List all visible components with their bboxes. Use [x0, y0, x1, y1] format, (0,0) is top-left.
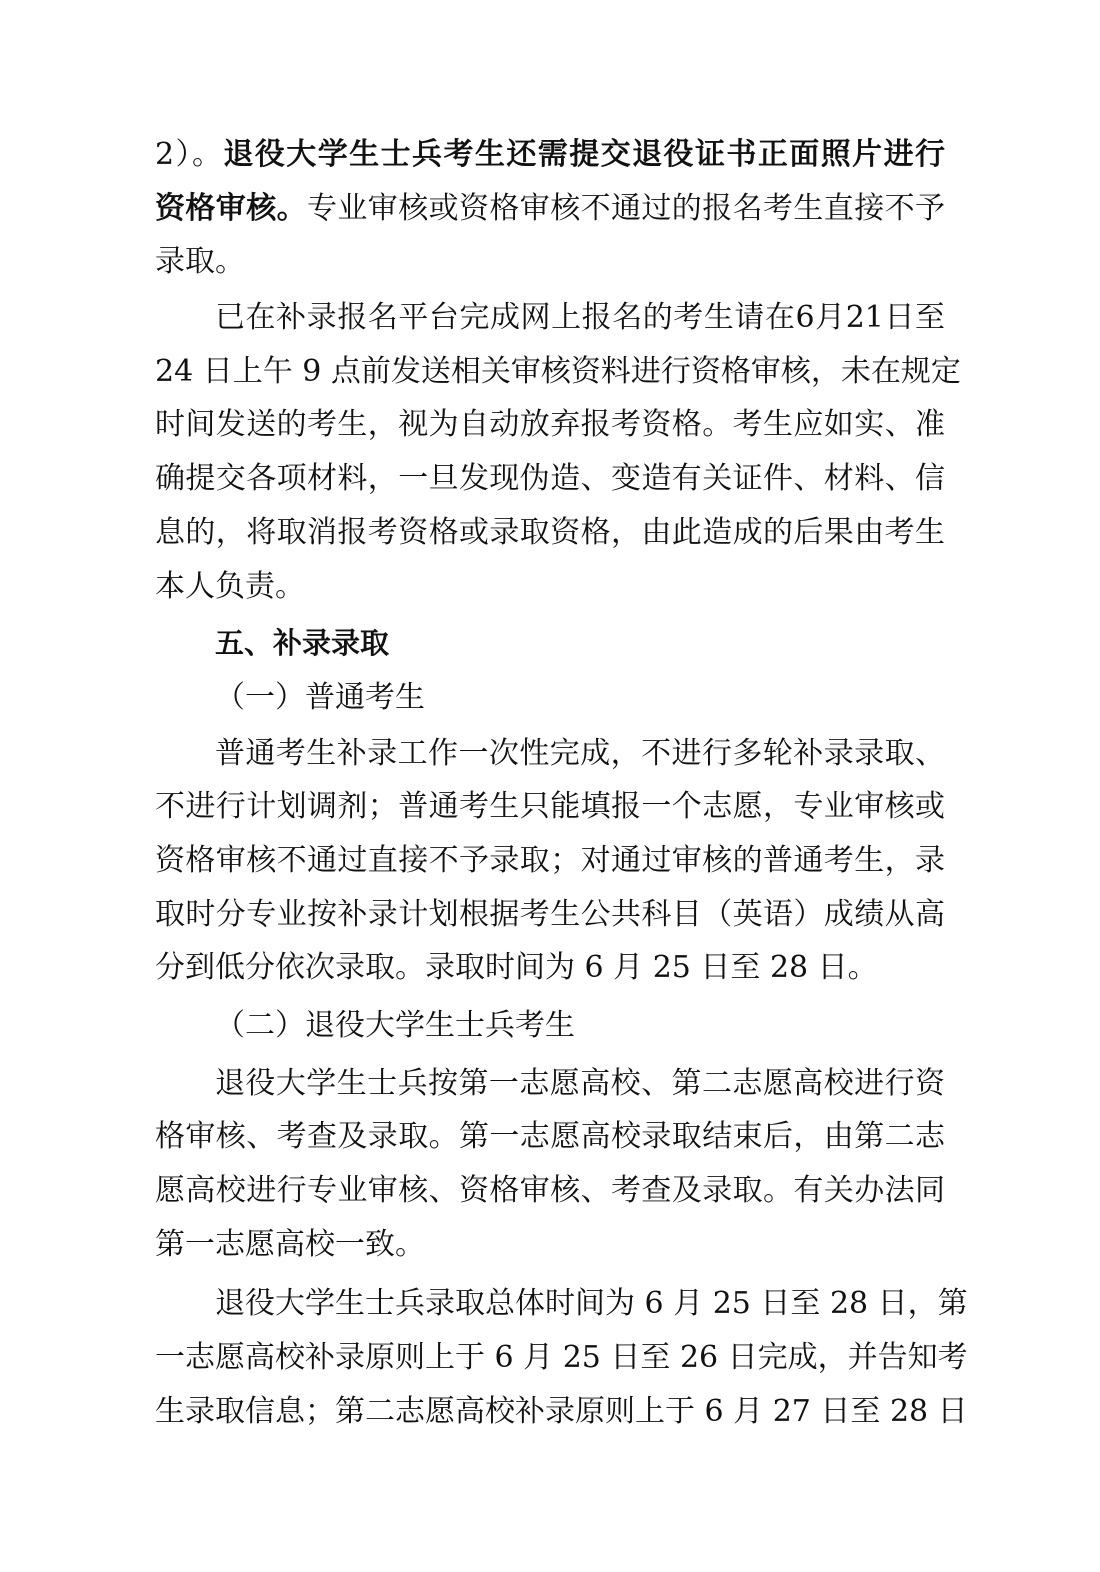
paragraph-2-line-1: 已在补录报名平台完成网上报名的考生请在6月21日至 — [215, 300, 945, 336]
paragraph-4-line-4: 第一志愿高校一致。 — [155, 1226, 425, 1262]
paragraph-5-line-1: 退役大学生士兵录取总体时间为 6 月 25 日至 28 日，第 — [215, 1286, 968, 1322]
paragraph-2-line-6: 本人负责。 — [155, 568, 305, 604]
paragraph-4-line-1: 退役大学生士兵按第一志愿高校、第二志愿高校进行资 — [215, 1065, 945, 1101]
paragraph-1-line-1 — [155, 128, 945, 182]
paragraph-1-bold-text: 退役大学生士兵考生还需提交退役证书正面照片进行 — [223, 137, 946, 172]
section-heading-5: 五、补录录取 — [215, 626, 390, 661]
paragraph-5-line-3: 生录取信息；第二志愿高校补录原则上于 6 月 27 日至 28 日 — [155, 1393, 968, 1429]
document-page — [155, 128, 968, 1439]
subsection-heading-2: （二）退役大学生士兵考生 — [215, 1008, 575, 1043]
paragraph-1-bold-text-2: 资格审核。 — [155, 190, 307, 226]
paragraph-4-line-3: 愿高校进行专业审核、资格审核、考查及录取。有关办法同 — [155, 1173, 945, 1209]
paragraph-2-line-5: 息的，将取消报考资格或录取资格，由此造成的后果由考生 — [155, 514, 945, 550]
paragraph-3-line-3: 资格审核不通过直接不予录取；对通过审核的普通考生，录 — [155, 842, 945, 878]
subsection-heading-1: （一）普通考生 — [215, 679, 425, 715]
paragraph-3-line-1: 普通考生补录工作一次性完成，不进行多轮补录录取、 — [215, 735, 945, 771]
paragraph-1-line-2 — [155, 182, 945, 236]
paragraph-1-text-2: 专业审核或资格审核不通过的报名考生直接不予 — [307, 190, 945, 226]
paragraph-5-line-2: 一志愿高校补录原则上于 6 月 25 日至 26 日完成，并告知考 — [155, 1340, 968, 1376]
paragraph-1-line-3: 录取。 — [155, 244, 245, 280]
paragraph-3-line-4: 取时分专业按补录计划根据考生公共科目（英语）成绩从高 — [155, 896, 945, 932]
paragraph-2-line-2: 24 日上午 9 点前发送相关审核资料进行资格审核，未在规定 — [155, 353, 961, 389]
paragraph-4-line-2: 格审核、考查及录取。第一志愿高校录取结束后，由第二志 — [155, 1119, 945, 1155]
paragraph-2-line-4: 确提交各项材料，一旦发现伪造、变造有关证件、材料、信 — [155, 461, 945, 497]
paragraph-1-prefix: 2）。 — [155, 137, 224, 172]
paragraph-3-line-5: 分到低分依次录取。录取时间为 6 月 25 日至 28 日。 — [155, 950, 878, 986]
paragraph-2-line-3: 时间发送的考生，视为自动放弃报考资格。考生应如实、准 — [155, 407, 945, 443]
paragraph-3-line-2: 不进行计划调剂；普通考生只能填报一个志愿，专业审核或 — [155, 789, 945, 825]
